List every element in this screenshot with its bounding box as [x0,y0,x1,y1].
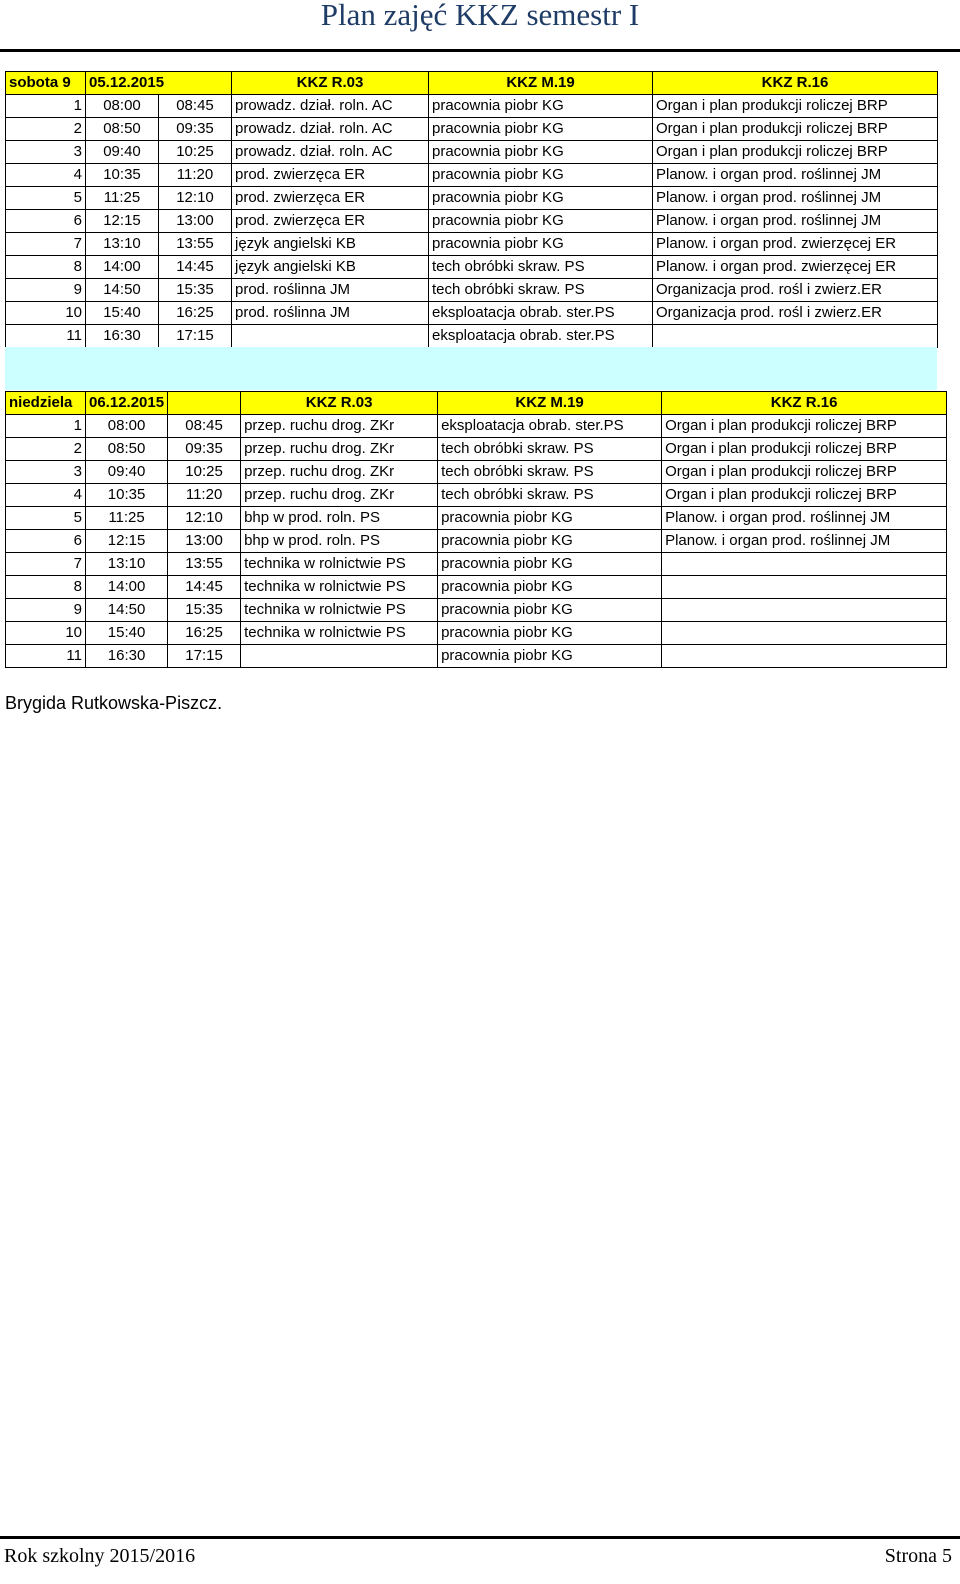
group-m19-cell: pracownia piobr KG [438,576,662,599]
group-r16-cell: Planow. i organ prod. roślinnej JM [662,530,947,553]
lesson-number: 3 [6,461,86,484]
end-time: 08:45 [168,415,241,438]
group-r16-cell [662,576,947,599]
signature: Brygida Rutkowska-Piszcz. [5,693,223,713]
table-header-row [6,392,947,415]
group-m19-cell: pracownia piobr KG [438,553,662,576]
group-r03-cell: prowadz. dział. roln. AC [232,141,429,164]
lesson-number: 2 [6,438,86,461]
table-row [6,576,947,599]
table-row [6,415,947,438]
group-m19-cell: pracownia piobr KG [429,164,653,187]
group-r16-cell: Organizacja prod. rośl i zwierz.ER [653,279,938,302]
group-r16-cell: Organ i plan produkcji roliczej BRP [662,461,947,484]
group-m19-cell: eksploatacja obrab. ster.PS [438,415,662,438]
group-r03-cell: bhp w prod. roln. PS [241,507,438,530]
group-m19-cell: eksploatacja obrab. ster.PS [429,325,653,348]
table-row [6,484,947,507]
end-time: 13:55 [168,553,241,576]
day-label: sobota 9 [6,72,86,95]
table-row [6,599,947,622]
table-row [6,141,938,164]
lesson-number: 8 [6,256,86,279]
start-time: 14:50 [86,599,168,622]
lesson-number: 6 [6,210,86,233]
group-header-r03: KKZ R.03 [241,392,438,415]
group-m19-cell: tech obróbki skraw. PS [438,461,662,484]
end-time: 12:10 [168,507,241,530]
group-header-r16: KKZ R.16 [653,72,938,95]
group-header-m19: KKZ M.19 [429,72,653,95]
table-row [6,95,938,118]
end-time: 17:15 [168,645,241,668]
lesson-number: 6 [6,530,86,553]
group-header-r16: KKZ R.16 [662,392,947,415]
table-row [6,210,938,233]
group-r03-cell: przep. ruchu drog. ZKr [241,461,438,484]
lesson-number: 9 [6,279,86,302]
end-time: 13:00 [159,210,232,233]
end-time: 09:35 [159,118,232,141]
group-m19-cell: pracownia piobr KG [429,187,653,210]
start-time: 09:40 [86,141,159,164]
group-m19-cell: pracownia piobr KG [429,141,653,164]
group-r03-cell: technika w rolnictwie PS [241,553,438,576]
group-m19-cell: eksploatacja obrab. ster.PS [429,302,653,325]
group-m19-cell: pracownia piobr KG [438,599,662,622]
start-time: 15:40 [86,622,168,645]
group-r03-cell: język angielski KB [232,233,429,256]
group-r03-cell [232,325,429,348]
start-time: 08:00 [86,415,168,438]
group-m19-cell: tech obróbki skraw. PS [438,484,662,507]
group-r03-cell: język angielski KB [232,256,429,279]
end-time: 15:35 [159,279,232,302]
end-time: 15:35 [168,599,241,622]
group-r16-cell: Organizacja prod. rośl i zwierz.ER [653,302,938,325]
start-time: 08:50 [86,118,159,141]
group-r03-cell: przep. ruchu drog. ZKr [241,484,438,507]
end-time: 09:35 [168,438,241,461]
group-r03-cell: prowadz. dział. roln. AC [232,118,429,141]
start-time: 08:50 [86,438,168,461]
start-time: 12:15 [86,530,168,553]
date-label: 06.12.2015 [86,392,168,415]
group-m19-cell: pracownia piobr KG [438,530,662,553]
end-time: 10:25 [168,461,241,484]
start-time: 13:10 [86,233,159,256]
table-header-row [6,72,938,95]
end-time: 14:45 [159,256,232,279]
start-time: 15:40 [86,302,159,325]
lesson-number: 2 [6,118,86,141]
group-r03-cell: prod. zwierzęca ER [232,187,429,210]
group-r16-cell [653,325,938,348]
group-m19-cell: tech obróbki skraw. PS [438,438,662,461]
table-row [6,553,947,576]
date-label: 05.12.2015 [86,72,232,95]
table-row [6,279,938,302]
start-time: 11:25 [86,187,159,210]
group-m19-cell: tech obróbki skraw. PS [429,279,653,302]
group-r16-cell: Organ i plan produkcji roliczej BRP [662,438,947,461]
lesson-number: 9 [6,599,86,622]
group-r16-cell: Planow. i organ prod. roślinnej JM [662,507,947,530]
group-m19-cell: pracownia piobr KG [429,233,653,256]
group-r16-cell [662,622,947,645]
end-time: 12:10 [159,187,232,210]
end-time: 17:15 [159,325,232,348]
page-title: Plan zajęć KKZ semestr I [320,0,640,32]
table-row [6,645,947,668]
schedule-table-sunday [5,391,947,668]
footer-page-number: Strona 5 [884,1545,952,1567]
group-header-r03: KKZ R.03 [232,72,429,95]
group-r16-cell: Organ i plan produkcji roliczej BRP [662,415,947,438]
lesson-number: 10 [6,302,86,325]
lesson-number: 1 [6,415,86,438]
group-r03-cell: technika w rolnictwie PS [241,576,438,599]
table-row [6,118,938,141]
end-time: 16:25 [168,622,241,645]
group-r16-cell: Organ i plan produkcji roliczej BRP [653,141,938,164]
date-spacer [168,392,241,415]
table-row [6,507,947,530]
group-r03-cell: prowadz. dział. roln. AC [232,95,429,118]
lesson-number: 4 [6,484,86,507]
table-row [6,187,938,210]
table-row [6,256,938,279]
start-time: 11:25 [86,507,168,530]
table-row [6,530,947,553]
group-r16-cell [662,599,947,622]
group-r16-cell: Planow. i organ prod. roślinnej JM [653,210,938,233]
start-time: 10:35 [86,484,168,507]
day-separator [5,347,937,390]
end-time: 13:55 [159,233,232,256]
end-time: 13:00 [168,530,241,553]
group-r16-cell: Organ i plan produkcji roliczej BRP [653,118,938,141]
start-time: 13:10 [86,553,168,576]
lesson-number: 8 [6,576,86,599]
lesson-number: 11 [6,645,86,668]
footer-school-year: Rok szkolny 2015/2016 [4,1545,196,1567]
table-row [6,164,938,187]
group-r03-cell: przep. ruchu drog. ZKr [241,415,438,438]
group-r16-cell: Organ i plan produkcji roliczej BRP [653,95,938,118]
table-row [6,302,938,325]
lesson-number: 7 [6,233,86,256]
group-m19-cell: pracownia piobr KG [429,210,653,233]
group-r03-cell: bhp w prod. roln. PS [241,530,438,553]
start-time: 16:30 [86,645,168,668]
group-r03-cell: prod. zwierzęca ER [232,210,429,233]
start-time: 08:00 [86,95,159,118]
start-time: 12:15 [86,210,159,233]
end-time: 10:25 [159,141,232,164]
lesson-number: 5 [6,507,86,530]
group-r03-cell: technika w rolnictwie PS [241,599,438,622]
lesson-number: 3 [6,141,86,164]
group-m19-cell: pracownia piobr KG [438,645,662,668]
group-r16-cell: Organ i plan produkcji roliczej BRP [662,484,947,507]
lesson-number: 11 [6,325,86,348]
end-time: 14:45 [168,576,241,599]
group-r16-cell: Planow. i organ prod. roślinnej JM [653,164,938,187]
start-time: 16:30 [86,325,159,348]
title-divider [0,49,960,52]
lesson-number: 4 [6,164,86,187]
group-r16-cell: Planow. i organ prod. zwierzęcej ER [653,233,938,256]
table-row [6,233,938,256]
end-time: 08:45 [159,95,232,118]
end-time: 16:25 [159,302,232,325]
group-r03-cell [241,645,438,668]
group-r03-cell: prod. roślinna JM [232,302,429,325]
footer-divider [0,1536,960,1539]
group-r03-cell: prod. zwierzęca ER [232,164,429,187]
group-r16-cell: Planow. i organ prod. roślinnej JM [653,187,938,210]
schedule-table-saturday [5,71,938,348]
lesson-number: 10 [6,622,86,645]
table-row [6,461,947,484]
group-m19-cell: pracownia piobr KG [438,507,662,530]
group-r16-cell: Planow. i organ prod. zwierzęcej ER [653,256,938,279]
start-time: 14:50 [86,279,159,302]
group-r16-cell [662,645,947,668]
group-m19-cell: pracownia piobr KG [429,118,653,141]
start-time: 14:00 [86,256,159,279]
lesson-number: 1 [6,95,86,118]
start-time: 10:35 [86,164,159,187]
day-label: niedziela [6,392,86,415]
group-r16-cell [662,553,947,576]
start-time: 14:00 [86,576,168,599]
group-header-m19: KKZ M.19 [438,392,662,415]
group-r03-cell: przep. ruchu drog. ZKr [241,438,438,461]
start-time: 09:40 [86,461,168,484]
group-m19-cell: pracownia piobr KG [429,95,653,118]
table-row [6,622,947,645]
group-r03-cell: technika w rolnictwie PS [241,622,438,645]
group-m19-cell: tech obróbki skraw. PS [429,256,653,279]
lesson-number: 5 [6,187,86,210]
end-time: 11:20 [168,484,241,507]
group-m19-cell: pracownia piobr KG [438,622,662,645]
end-time: 11:20 [159,164,232,187]
table-row [6,325,938,348]
table-row [6,438,947,461]
lesson-number: 7 [6,553,86,576]
group-r03-cell: prod. roślinna JM [232,279,429,302]
